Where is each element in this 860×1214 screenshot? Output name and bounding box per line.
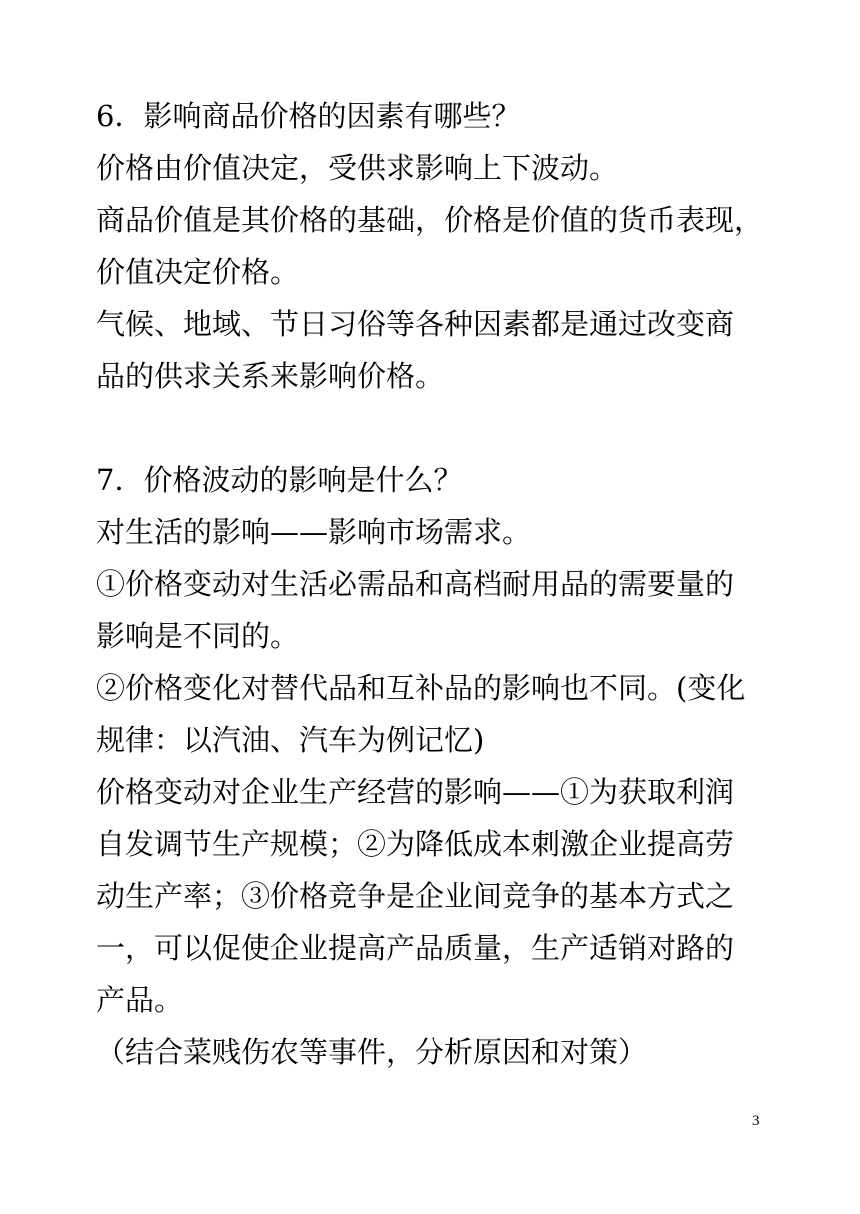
section-7-line-4: ②价格变化对替代品和互补品的影响也不同。(变化 — [96, 671, 746, 705]
section-7-line-1: 对生活的影响——影响市场需求。 — [96, 515, 532, 549]
section-6-line-2: 商品价值是其价格的基础，价格是价值的货币表现， — [96, 203, 764, 237]
section-6-line-4: 气候、地域、节日习俗等各种因素都是通过改变商 — [96, 307, 735, 341]
section-7-line-2: ①价格变动对生活必需品和高档耐用品的需要量的 — [96, 567, 735, 601]
section-6-line-5: 品的供求关系来影响价格。 — [96, 359, 445, 393]
page-number: 3 — [752, 1113, 760, 1129]
section-7-line-6: 价格变动对企业生产经营的影响——①为获取利润 — [96, 775, 735, 809]
section-6-line-1: 价格由价值决定，受供求影响上下波动。 — [96, 151, 619, 185]
section-7-line-5: 规律：以汽油、汽车为例记忆) — [96, 723, 485, 757]
section-7-line-8: 动生产率；③价格竞争是企业间竞争的基本方式之 — [96, 879, 735, 913]
section-7-line-10: 产品。 — [96, 983, 184, 1017]
section-7-line-9: 一，可以促使企业提高产品质量，生产适销对路的 — [96, 931, 735, 965]
section-7-line-3: 影响是不同的。 — [96, 619, 300, 653]
section-7-heading: 7．价格波动的影响是什么？ — [96, 463, 463, 497]
section-6-line-3: 价值决定价格。 — [96, 255, 300, 289]
section-6-heading: 6．影响商品价格的因素有哪些？ — [96, 99, 521, 133]
section-7-line-11: （结合菜贱伤农等事件，分析原因和对策） — [96, 1035, 648, 1069]
section-7-line-7: 自发调节生产规模；②为降低成本刺激企业提高劳 — [96, 827, 735, 861]
